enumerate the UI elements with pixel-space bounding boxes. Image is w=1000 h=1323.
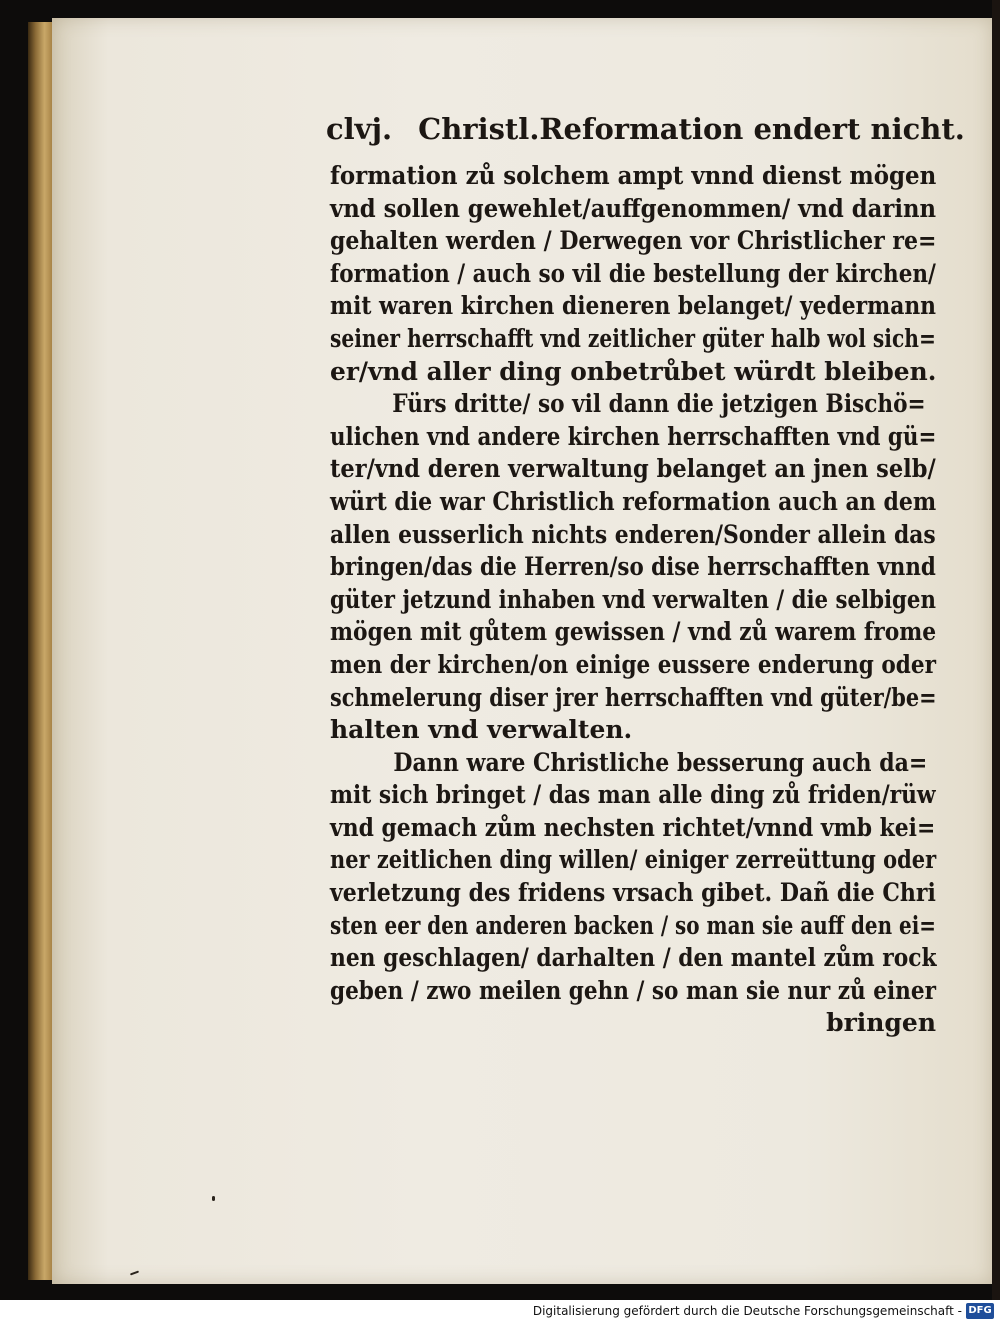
text-line: schmelerung diser jrer herrschafften vnd güter/be= <box>330 682 937 712</box>
ink-speck <box>212 1196 215 1201</box>
footer-bar <box>0 1300 1000 1323</box>
text-line: mögen mit gůtem gewissen / vnd zů warem frome <box>330 617 937 647</box>
text-line: ter/vnd deren verwaltung belanget an jnen selb/ <box>330 454 936 484</box>
funding-credit: Digitalisierung gefördert durch die Deutsche Forschungsgemeinschaft - <box>532 1304 962 1318</box>
text-line: verletzung des fridens vrsach gibet. Dañ die Chri <box>330 878 936 908</box>
text-line: sten eer den anderen backen / so man sie auff den ei= <box>330 910 936 940</box>
text-line: güter jetzund inhaben vnd verwalten / die selbigen <box>330 584 936 614</box>
text-line: men der kirchen/on einige eussere enderung oder <box>330 649 936 679</box>
text-line: halten vnd verwalten. <box>330 715 633 745</box>
text-line: vnd gemach zům nechsten richtet/vnnd vmb kei= <box>330 812 936 842</box>
body-text <box>330 160 940 1040</box>
text-line: gehalten werden / Derwegen vor Christlicher re= <box>330 226 937 256</box>
text-line: ulichen vnd andere kirchen herrschafften vnd gü= <box>330 421 937 451</box>
text-line: geben / zwo meilen gehn / so man sie nur zů einer <box>330 975 936 1005</box>
text-line: Dann ware Christliche besserung auch da= <box>393 747 928 777</box>
text-line: allen eusserlich nichts enderen/Sonder allein das <box>330 519 936 549</box>
text-line: würt die war Christlich reformation auch an dem <box>330 486 937 516</box>
text-line: vnd sollen gewehlet/auffgenommen/ vnd darinn <box>330 193 937 223</box>
text-line: mit sich bringet / das man alle ding zů friden/rüw <box>330 780 936 810</box>
folio-number: clvj. <box>326 112 393 146</box>
text-line: bringen <box>826 1008 936 1038</box>
text-line: nen geschlagen/ darhalten / den mantel zům rock <box>330 943 937 973</box>
text-line: mit waren kirchen dieneren belanget/ yedermann <box>330 291 937 321</box>
running-head <box>326 112 965 146</box>
text-line: formation zů solchem ampt vnnd dienst mögen <box>330 161 937 190</box>
text-line: er/vnd aller ding onbetrůbet würdt bleiben. <box>330 356 937 386</box>
text-line: ner zeitlichen ding willen/ einiger zerreüttung oder <box>330 845 937 875</box>
text-line: bringen/das die Herren/so dise herrschafften vnnd <box>330 552 936 582</box>
text-line: formation / auch so vil die bestellung der kirchen/ <box>330 258 936 288</box>
scan-border <box>992 0 1000 1300</box>
text-line: seiner herrschafft vnd zeitlicher güter halb wol sich= <box>330 323 936 353</box>
text-line: Fürs dritte/ so vil dann die jetzigen Bischö= <box>392 389 926 419</box>
running-title: Christl.Reformation endert nicht. <box>418 112 965 146</box>
dfg-logo: DFG <box>966 1303 994 1319</box>
